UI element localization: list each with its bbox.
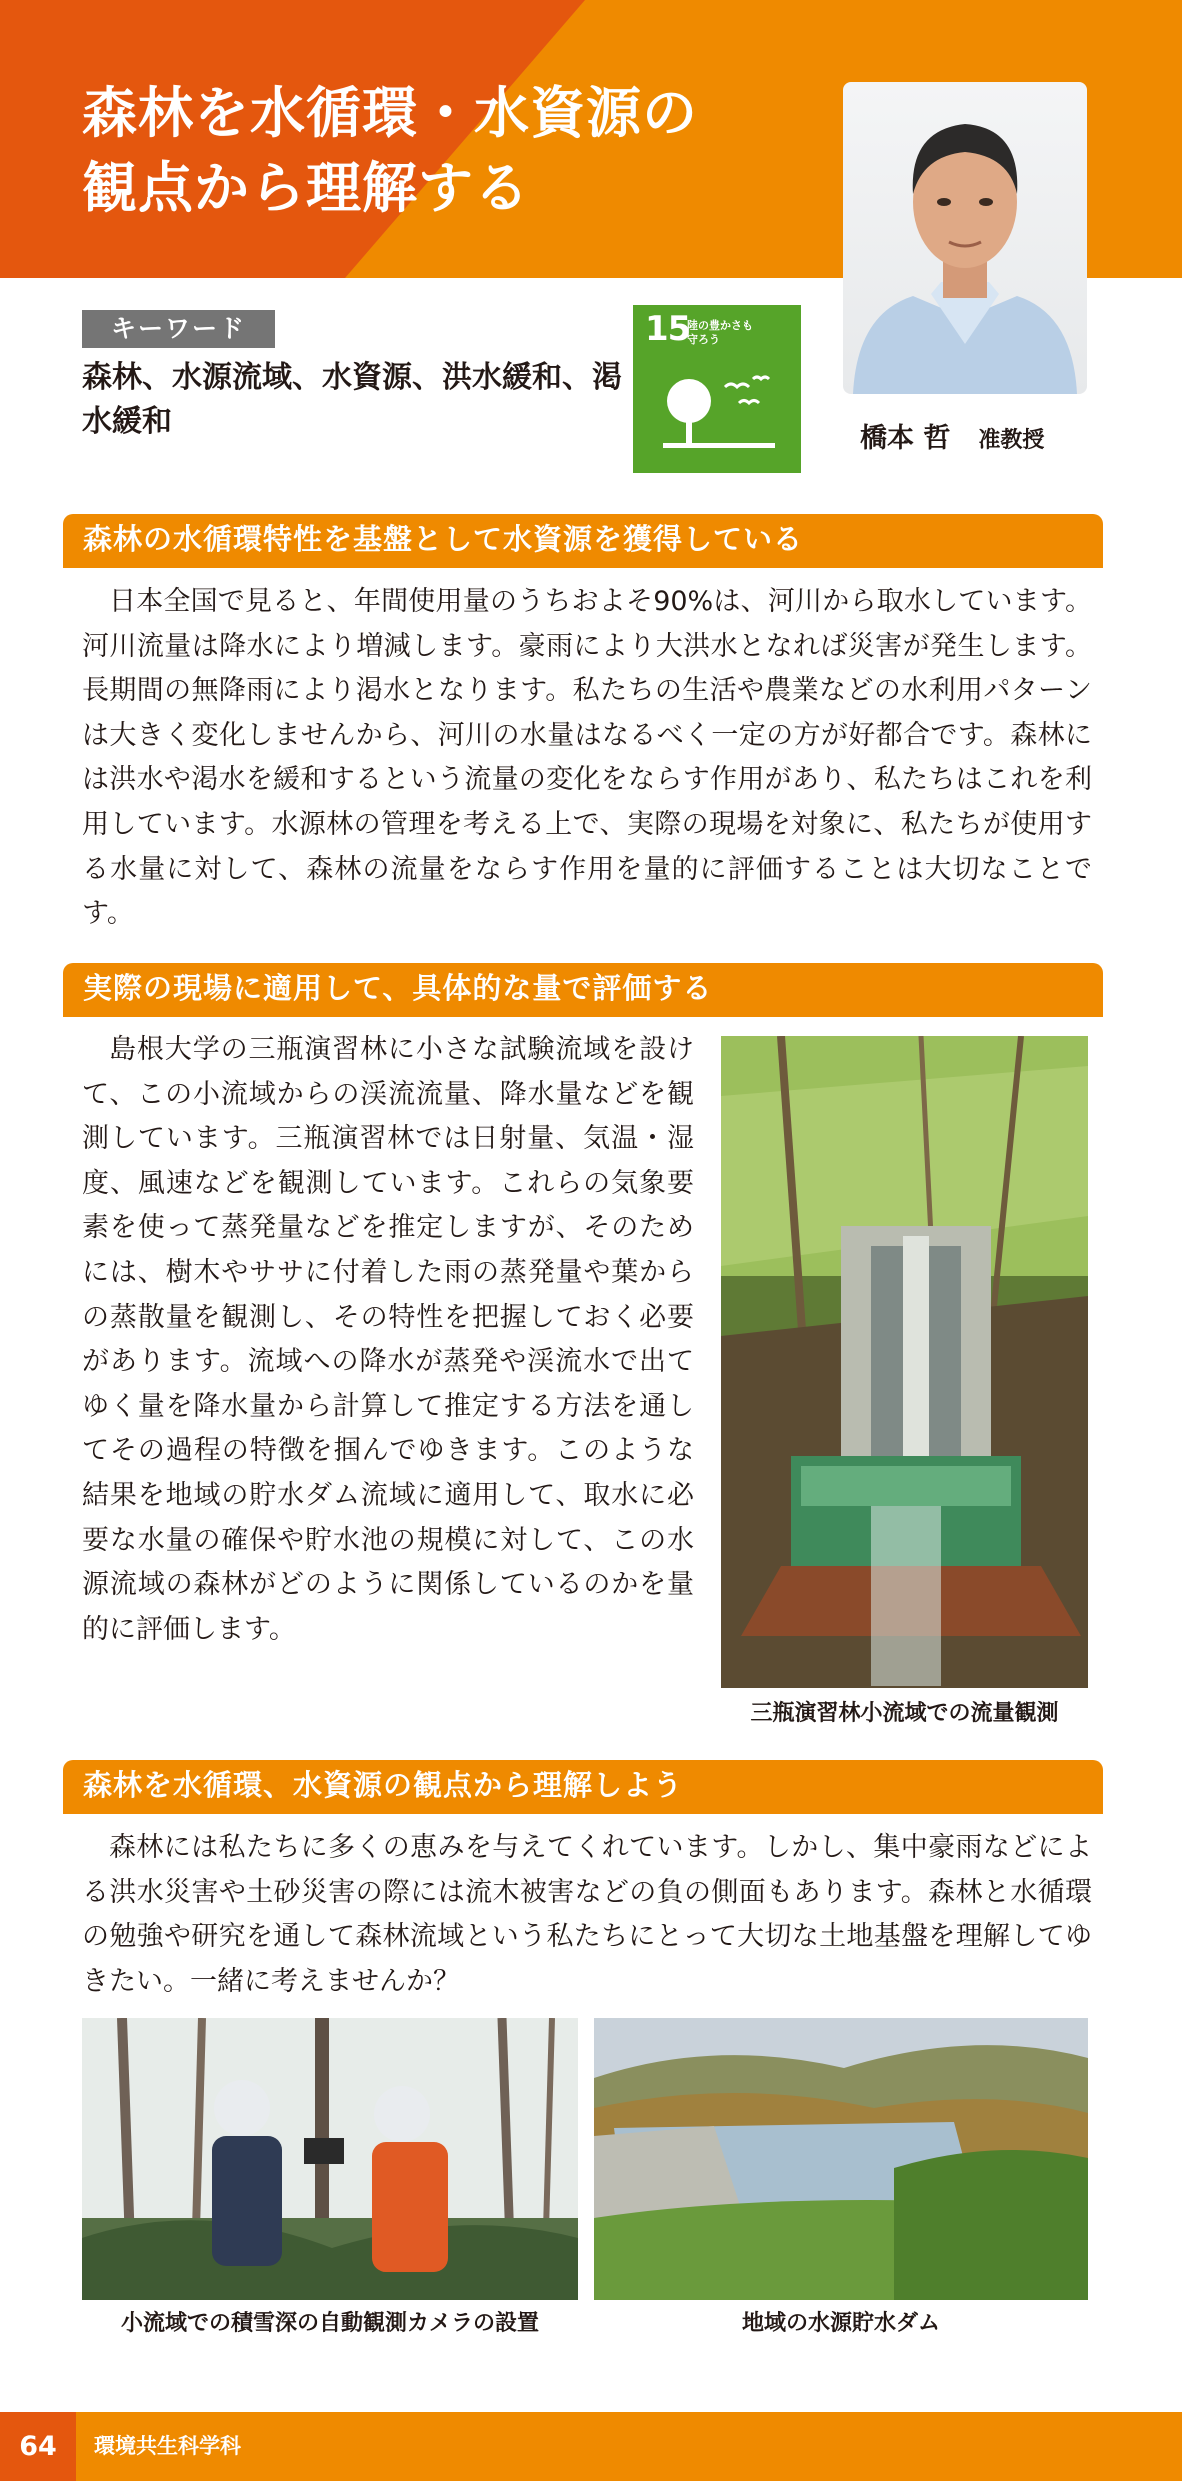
keyword-text: 森林、水源流域、水資源、洪水緩和、渇水緩和 bbox=[82, 360, 622, 439]
sdg-label-line-2: 守ろう bbox=[687, 333, 720, 346]
sdg-number: 15 bbox=[645, 309, 691, 349]
professor-role: 准教授 bbox=[978, 428, 1045, 453]
section-2-heading-bar bbox=[63, 963, 1103, 1013]
flow-observation-photo bbox=[721, 1036, 1088, 1688]
professor-name-block bbox=[860, 416, 1044, 455]
title-line-2: 観点から理解する bbox=[82, 156, 531, 220]
sdg-15-badge bbox=[633, 305, 801, 473]
tree-and-birds-icon bbox=[659, 367, 779, 463]
snow-camera-caption: 小流域での積雪深の自動観測カメラの設置 bbox=[120, 2311, 539, 2336]
section-2-heading: 実際の現場に適用して、具体的な量で評価する bbox=[83, 971, 713, 1005]
reservoir-dam-caption: 地域の水源貯水ダム bbox=[741, 2311, 940, 2336]
section-3-heading: 森林を水循環、水資源の観点から理解しよう bbox=[83, 1768, 684, 1802]
section-3-heading-bar bbox=[63, 1760, 1103, 1810]
stream-weir-illustration bbox=[721, 1036, 1088, 1688]
keyword-label: キーワード bbox=[82, 310, 275, 348]
snow-camera-photo bbox=[82, 2018, 578, 2300]
section-1-heading-bar bbox=[63, 514, 1103, 564]
title-line-1: 森林を水循環・水資源の bbox=[82, 81, 699, 145]
sdg-label bbox=[687, 319, 753, 347]
department-name: 環境共生科学科 bbox=[94, 2434, 241, 2458]
reservoir-landscape-illustration bbox=[594, 2018, 1088, 2300]
snow-forest-workers-illustration bbox=[82, 2018, 578, 2300]
footer-bar bbox=[0, 2412, 1182, 2481]
page-title bbox=[82, 76, 698, 226]
professor-name: 橋本 哲 bbox=[860, 423, 951, 454]
section-1-body: 日本全国で見ると、年間使用量のうちおよそ90%は、河川から取水しています。河川流量は降水により増減します。豪雨により大洪水となれば災害が発生します。長期間の無降雨により渇水となります。私たちの生活や農業などの水利用パターンは大きく変化しませんから、河川の水量はなるべく一定の方が好都合です。森林には洪水や渇水を緩和するという流量の変化をならす作用があり、私たちはこれを利用しています。水源林の管理を考える上で、実際の現場を対象に、私たちが使用する水量に対して、森林の流量をならす作用を量的に評価することは大切なことです。 bbox=[82, 586, 1092, 930]
section-3-body: 森林には私たちに多くの恵みを与えてくれています。しかし、集中豪雨などによる洪水災害や土砂災害の際には流木被害などの負の側面もあります。森林と水循環の勉強や研究を通して森林流域という私たちにとって大切な土地基盤を理解してゆきたい。一緒に考えませんか？ bbox=[82, 1832, 1092, 1997]
professor-portrait bbox=[843, 82, 1087, 394]
section-1-heading: 森林の水循環特性を基盤として水資源を獲得している bbox=[83, 522, 804, 556]
flow-observation-caption: 三瓶演習林小流域での流量観測 bbox=[750, 1701, 1059, 1726]
page-number: 64 bbox=[0, 2412, 76, 2481]
section-2-body: 島根大学の三瓶演習林に小さな試験流域を設けて、この小流域からの渓流流量、降水量などを観測しています。三瓶演習林では日射量、気温・湿度、風速などを観測しています。これらの気象要素を使って蒸発量などを推定しますが、そのためには、樹木やササに付着した雨の蒸発量や葉からの蒸散量を観測し、その特性を把握しておく必要があります。流域への降水が蒸発や渓流水で出てゆく量を降水量から計算して推定する方法を通してその過程の特徴を掴んでゆきます。このような結果を地域の貯水ダム流域に適用して、取水に必要な水量の確保や貯水池の規模に対して、この水源流域の森林がどのように関係しているのかを量的に評価します。 bbox=[82, 1034, 694, 1645]
portrait-illustration bbox=[843, 82, 1087, 394]
reservoir-dam-photo bbox=[594, 2018, 1088, 2300]
sdg-label-line-1: 陸の豊かさも bbox=[687, 319, 753, 332]
